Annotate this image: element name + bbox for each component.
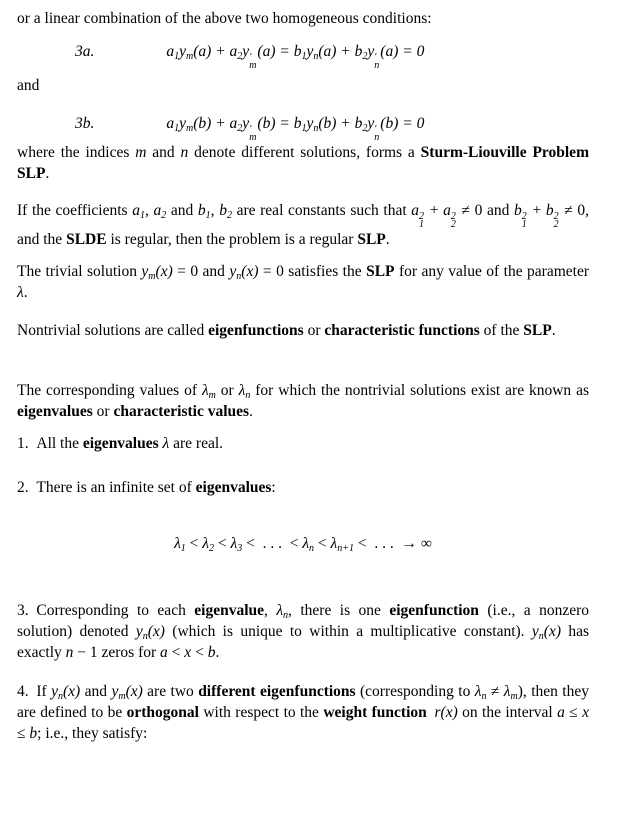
paragraph-trivial-solution: The trivial solution $y_m(x) = 0$ and $y_n(x) = 0$ satisfies the SLP for any value of the parameter λ. <box>17 263 589 301</box>
paragraph-eigenvalues: The corresponding values of $\lambda_m$ or $\lambda_n$ for which the nontrivial solutions exist are known as eigenvalues or characteristic values. <box>17 382 590 420</box>
connector-and: and <box>17 77 40 94</box>
equation-3a-label: 3a. <box>75 43 95 60</box>
paragraph-sturm-liouville-definition: where the indices m and n denote different solutions, forms a Sturm-Liouville Problem SLP. <box>17 144 589 182</box>
paragraph-regular-slp: If the coefficients $a_1$, $a_2$ and $b_1$, $b_2$ are real constants such that a 2 1 + a 2 2 ≠ 0 and b 2 1 + b 2 2 ≠ 0, and the SLDE is regular, then the problem is a regular SLP. <box>17 202 589 248</box>
equation-3a <box>17 41 589 70</box>
equation-3b <box>17 113 589 142</box>
paragraph-intro: or a linear combination of the above two homogeneous conditions: <box>17 10 432 27</box>
property-3: 3. Corresponding to each eigenvalue, $\lambda_n$, there is one eigenfunction (i.e., a nonzero solution) denoted $y_n(x)$ (which is unique to within a multiplicative constant). $y_n(x)$ has exactly n − 1 zeros for a < x < b. <box>17 602 589 661</box>
equation-3b-body: $a_1y_m(b) + a_2y$ ′ m $(b) = b_1y_n(b) + b_2y$ ′ n (b) = 0 <box>166 115 425 143</box>
equation-3b-label: 3b. <box>75 115 95 132</box>
property-1: 1. All the eigenvalues λ are real. <box>17 435 224 452</box>
equation-3a-body: $a_1y_m(a) + a_2y$ ′ m $(a) = b_1y_n(a) + b_2y$ ′ n (a) = 0 <box>166 43 425 71</box>
paragraph-eigenfunctions: Nontrivial solutions are called eigenfunctions or characteristic functions of the SLP. <box>17 322 556 339</box>
property-2: 2. There is an infinite set of eigenvalues: <box>17 479 276 496</box>
property-4: 4. If $y_n(x)$ and $y_m(x)$ are two different eigenfunctions (corresponding to $\lambda_n \ne \lambda_m$), then they are defined to be orthogonal with respect to the weight function r(x) on the interval a ≤ x ≤ b; i.e., they satisfy: <box>17 683 589 742</box>
eigenvalue-ordering-formula: $\lambda_1 < \lambda_2 < \lambda_3$ < . . . < $\lambda_n < \lambda_{n+1}$ < . . . → ∞ <box>174 535 432 554</box>
